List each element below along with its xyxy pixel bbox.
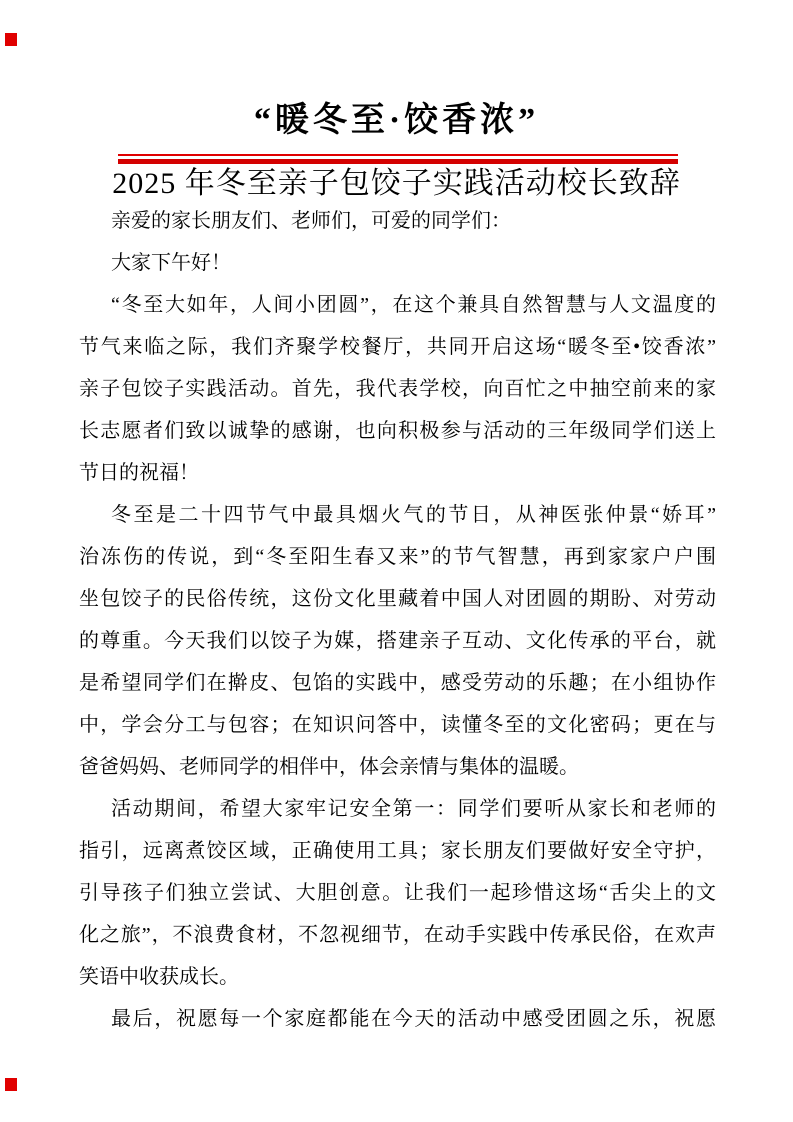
text-line: 笑语中收获成长。 (79, 966, 239, 988)
text-line: 节气来临之际，我们齐聚学校餐厅，共同开启这场“暖冬至•饺香浓” (79, 336, 716, 358)
text-line: 是希望同学们在擀皮、包馅的实践中，感受劳动的乐趣；在小组协作 (79, 672, 716, 694)
text-line: 活动期间，希望大家牢记安全第一：同学们要听从家长和老师的 (111, 798, 716, 820)
text-line: 最后，祝愿每一个家庭都能在今天的活动中感受团圆之乐，祝愿 (111, 1008, 716, 1030)
text-line: 长志愿者们致以诚挚的感谢，也向积极参与活动的三年级同学们送上 (79, 420, 716, 442)
text-line: 亲爱的家长朋友们、老师们，可爱的同学们： (111, 210, 511, 232)
document-body (79, 200, 716, 1040)
text-line: 指引，远离煮饺区域，正确使用工具；家长朋友们要做好安全守护， (79, 840, 716, 862)
text-line: “冬至大如年，人间小团圆”，在这个兼具自然智慧与人文温度的 (111, 294, 716, 316)
text-line: 爸爸妈妈、老师同学的相伴中，体会亲情与集体的温暖。 (79, 756, 579, 778)
text-line: 大家下午好！ (111, 252, 231, 274)
text-line: 冬至是二十四节气中最具烟火气的节日，从神医张仲景“娇耳” (111, 504, 716, 526)
text-line: 引导孩子们独立尝试、大胆创意。让我们一起珍惜这场“舌尖上的文 (79, 882, 716, 904)
text-line: 节日的祝福！ (79, 462, 199, 484)
text-line: 坐包饺子的民俗传统，这份文化里藏着中国人对团圆的期盼、对劳动 (79, 588, 716, 610)
red-corner-mark-top-left (5, 33, 17, 46)
document-subtitle: 2025 年冬至亲子包饺子实践活动校长致辞 (112, 167, 681, 200)
red-corner-mark-bottom-left (5, 1078, 17, 1091)
text-line: 化之旅”，不浪费食材，不忽视细节，在动手实践中传承民俗，在欢声 (79, 924, 716, 946)
text-line: 治冻伤的传说，到“冬至阳生春又来”的节气智慧，再到家家户户围 (79, 546, 716, 568)
text-line: 亲子包饺子实践活动。首先，我代表学校，向百忙之中抽空前来的家 (79, 378, 716, 400)
text-line: 的尊重。今天我们以饺子为媒，搭建亲子互动、文化传承的平台，就 (79, 630, 716, 652)
text-line: 中，学会分工与包容；在知识问答中，读懂冬至的文化密码；更在与 (79, 714, 716, 736)
document-title: “暖冬至·饺香浓” (253, 102, 540, 139)
